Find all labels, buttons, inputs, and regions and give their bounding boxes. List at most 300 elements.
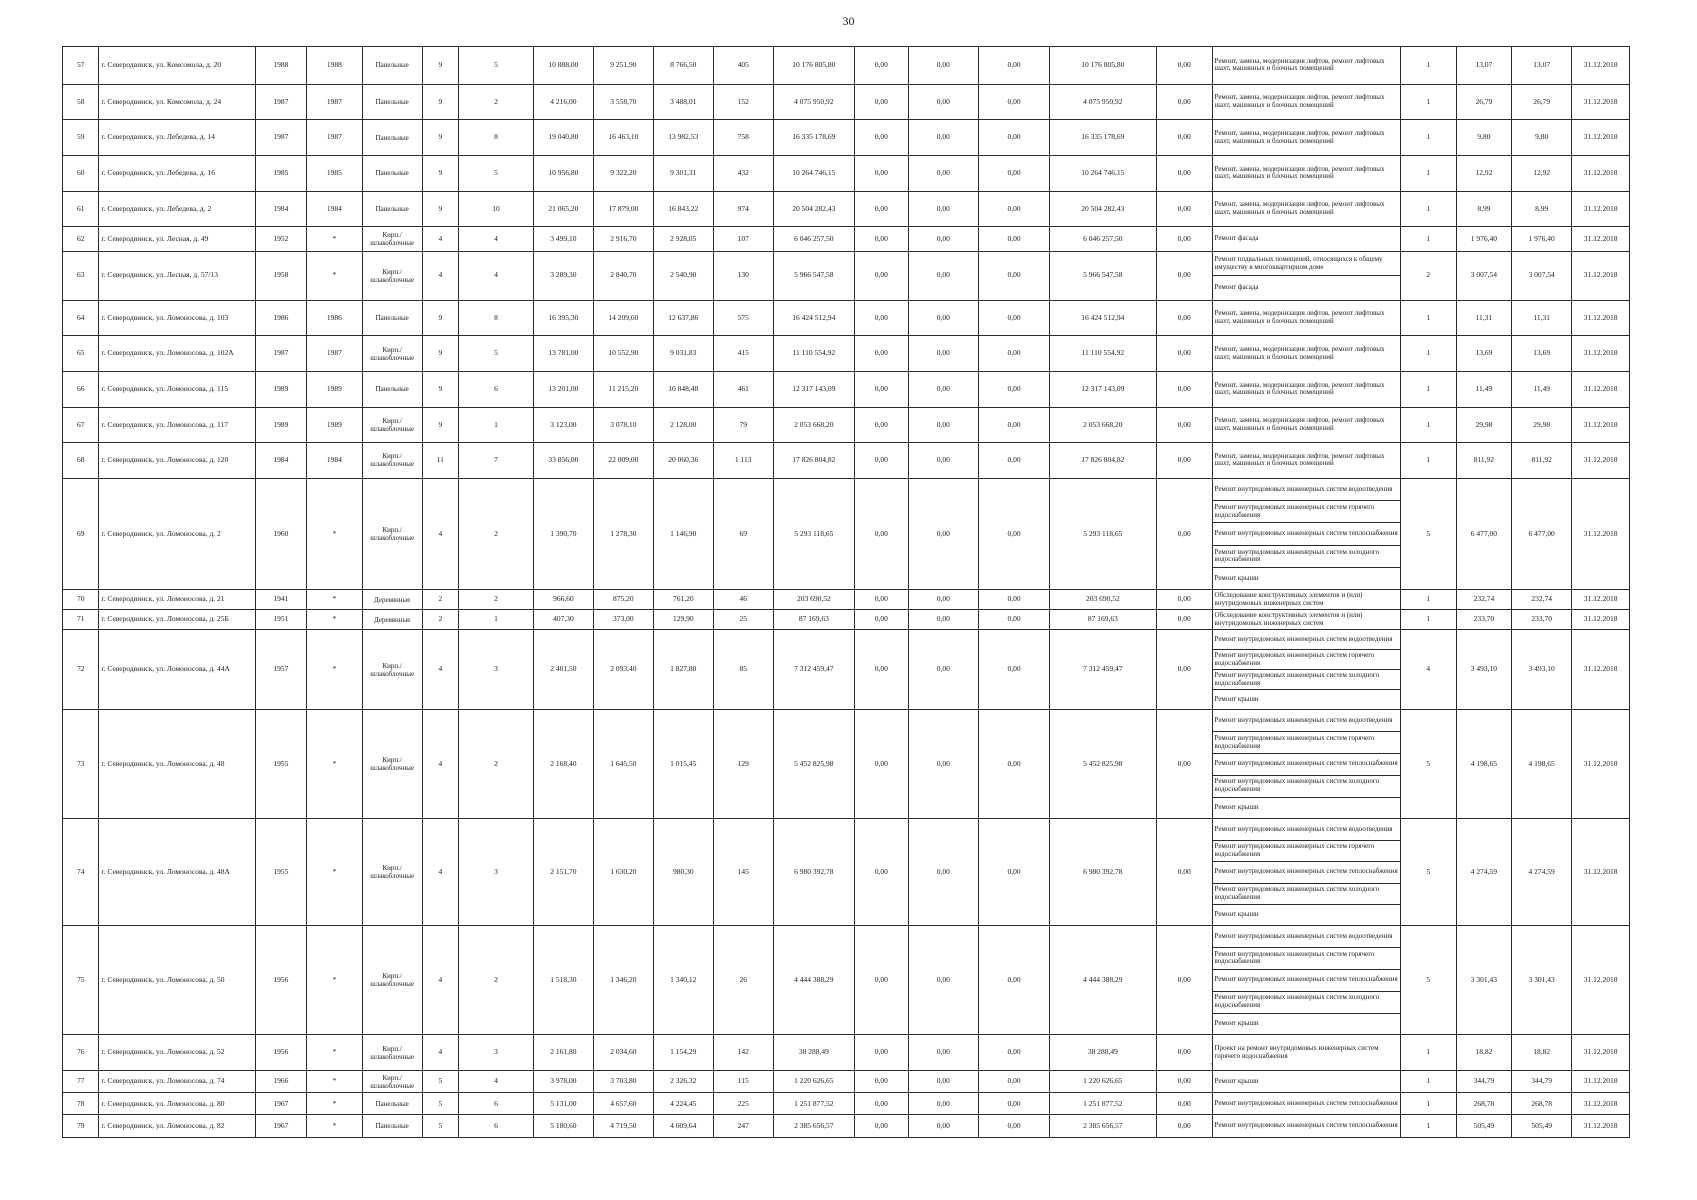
cell-max-unit-cost: 11,49 [1512, 371, 1572, 407]
works-list [1213, 156, 1400, 191]
work-item: Ремонт крыши [1214, 573, 1259, 582]
cell-total-cost: 6 046 257,50 [773, 227, 854, 251]
cell-works-count: 1 [1400, 227, 1456, 251]
cell-max-unit-cost: 4 198,65 [1512, 710, 1572, 819]
cell-private-area: 9 031,83 [653, 336, 713, 372]
cell-works-list [1212, 590, 1400, 610]
cell-residents-count: 575 [713, 300, 773, 336]
cell-floors: 9 [422, 47, 458, 85]
cell-commission-year: * [307, 1070, 363, 1092]
cell-works-count: 1 [1400, 371, 1456, 407]
cell-regional-budget: 0,00 [908, 1035, 979, 1071]
work-item: Ремонт внутридомовых инженерных систем водоотведения [1213, 926, 1400, 948]
cell-municipal-budget: 0,00 [979, 371, 1050, 407]
cell-wall-material: Панельные [362, 1115, 422, 1138]
cell-wall-material: Деревянные [362, 610, 422, 630]
work-item: Ремонт, замена, модернизация лифтов, ремонт лифтовых шахт, машинных и блочных помещений [1214, 129, 1385, 145]
cell-owners-funds: 5 452 825,98 [1049, 710, 1156, 819]
cell-max-unit-cost: 268,78 [1512, 1093, 1572, 1115]
cell-row-number: 72 [63, 630, 99, 710]
cell-address: г. Северодвинск, ул. Ломоносова, д. 80 [99, 1093, 255, 1115]
cell-works-count: 1 [1400, 1035, 1456, 1071]
work-item: Ремонт крыши [1214, 694, 1259, 703]
cell-private-area: 1 154,29 [653, 1035, 713, 1071]
cell-address: г. Северодвинск, ул. Ломоносова, д. 21 [99, 590, 255, 610]
cell-total-area: 3 289,30 [533, 251, 593, 300]
cell-works-list [1212, 120, 1400, 156]
cell-works-list [1212, 443, 1400, 479]
cell-owners-funds: 38 288,49 [1049, 1035, 1156, 1071]
cell-other-funds: 0,00 [1156, 926, 1212, 1035]
cell-other-funds: 0,00 [1156, 300, 1212, 336]
cell-completion-date: 31.12.2018 [1572, 227, 1630, 251]
cell-total-area: 1 518,30 [533, 926, 593, 1035]
cell-commission-year: 1987 [307, 84, 363, 120]
cell-commission-year: 1988 [307, 47, 363, 85]
cell-commission-year: * [307, 590, 363, 610]
cell-municipal-budget: 0,00 [979, 336, 1050, 372]
cell-build-year: 1966 [255, 1070, 306, 1092]
cell-other-funds: 0,00 [1156, 371, 1212, 407]
cell-owners-funds: 87 169,63 [1049, 610, 1156, 630]
cell-unit-cost: 232,74 [1456, 590, 1512, 610]
cell-fund-support: 0,00 [855, 47, 909, 85]
cell-residential-area: 11 215,20 [593, 371, 653, 407]
cell-wall-material: Кирп./ шлакоблочные [362, 819, 422, 926]
cell-build-year: 1984 [255, 191, 306, 227]
cell-residents-count: 145 [713, 819, 773, 926]
cell-municipal-budget: 0,00 [979, 478, 1050, 589]
cell-address: г. Северодвинск, ул. Лебедева, д. 2 [99, 191, 255, 227]
cell-municipal-budget: 0,00 [979, 407, 1050, 443]
cell-private-area: 2 540,90 [653, 251, 713, 300]
cell-works-count: 1 [1400, 156, 1456, 192]
cell-residential-area: 3 078,10 [593, 407, 653, 443]
cell-works-count: 1 [1400, 1070, 1456, 1092]
cell-max-unit-cost: 13,07 [1512, 47, 1572, 85]
cell-entrances: 1 [459, 610, 534, 630]
cell-floors: 11 [422, 443, 458, 479]
cell-owners-funds: 16 335 178,69 [1049, 120, 1156, 156]
cell-build-year: 1987 [255, 336, 306, 372]
cell-floors: 4 [422, 819, 458, 926]
cell-floors: 5 [422, 1093, 458, 1115]
cell-commission-year: * [307, 1115, 363, 1138]
cell-build-year: 1956 [255, 1035, 306, 1071]
cell-wall-material: Кирп./ шлакоблочные [362, 710, 422, 819]
cell-owners-funds: 16 424 512,94 [1049, 300, 1156, 336]
work-item: Ремонт внутридомовых инженерных систем горячего водоснабжения [1213, 732, 1400, 754]
cell-completion-date: 31.12.2018 [1572, 630, 1630, 710]
cell-residential-area: 4 657,60 [593, 1093, 653, 1115]
cell-municipal-budget: 0,00 [979, 610, 1050, 630]
cell-unit-cost: 11,31 [1456, 300, 1512, 336]
cell-row-number: 68 [63, 443, 99, 479]
cell-municipal-budget: 0,00 [979, 1070, 1050, 1092]
cell-total-cost: 203 690,52 [773, 590, 854, 610]
cell-build-year: 1941 [255, 590, 306, 610]
cell-works-list [1212, 630, 1400, 710]
cell-private-area: 4 609,64 [653, 1115, 713, 1138]
cell-total-area: 2 168,40 [533, 710, 593, 819]
cell-works-list [1212, 926, 1400, 1035]
cell-owners-funds: 5 293 118,65 [1049, 478, 1156, 589]
cell-total-cost: 16 335 178,69 [773, 120, 854, 156]
cell-entrances: 8 [459, 120, 534, 156]
cell-row-number: 58 [63, 84, 99, 120]
works-list [1213, 120, 1400, 155]
cell-total-area: 3 123,00 [533, 407, 593, 443]
cell-owners-funds: 10 176 805,80 [1049, 47, 1156, 85]
cell-works-count: 1 [1400, 84, 1456, 120]
table-row [63, 1093, 1630, 1115]
work-item: Ремонт, замена, модернизация лифтов, ремонт лифтовых шахт, машинных и блочных помещений [1214, 309, 1385, 326]
cell-entrances: 2 [459, 590, 534, 610]
work-item: Ремонт внутридомовых инженерных систем водоотведения [1213, 479, 1400, 501]
cell-commission-year: 1989 [307, 407, 363, 443]
cell-floors: 2 [422, 590, 458, 610]
cell-residential-area: 4 719,50 [593, 1115, 653, 1138]
cell-commission-year: 1989 [307, 371, 363, 407]
cell-residents-count: 130 [713, 251, 773, 300]
works-list [1213, 47, 1400, 84]
cell-regional-budget: 0,00 [908, 443, 979, 479]
cell-build-year: 1967 [255, 1115, 306, 1138]
cell-entrances: 2 [459, 478, 534, 589]
cell-total-area: 2 151,70 [533, 819, 593, 926]
cell-unit-cost: 233,70 [1456, 610, 1512, 630]
cell-entrances: 2 [459, 926, 534, 1035]
cell-residential-area: 10 552,90 [593, 336, 653, 372]
work-item: Ремонт, замена, модернизация лифтов, ремонт лифтовых шахт, машинных и блочных помещений [1214, 416, 1385, 432]
work-item: Ремонт, замена, модернизация лифтов, ремонт лифтовых шахт, машинных и блочных помещений [1214, 380, 1385, 397]
cell-total-area: 407,30 [533, 610, 593, 630]
cell-municipal-budget: 0,00 [979, 710, 1050, 819]
cell-works-list [1212, 1115, 1400, 1138]
cell-row-number: 63 [63, 251, 99, 300]
cell-completion-date: 31.12.2018 [1572, 478, 1630, 589]
cell-works-list [1212, 407, 1400, 443]
cell-max-unit-cost: 811,92 [1512, 443, 1572, 479]
cell-fund-support: 0,00 [855, 710, 909, 819]
cell-private-area: 1 015,45 [653, 710, 713, 819]
work-item: Ремонт внутридомовых инженерных систем теплоснабжения [1213, 754, 1400, 776]
cell-owners-funds: 203 690,52 [1049, 590, 1156, 610]
cell-build-year: 1958 [255, 251, 306, 300]
cell-unit-cost: 13,07 [1456, 47, 1512, 85]
cell-address: г. Северодвинск, ул. Ломоносова, д. 48 [99, 710, 255, 819]
cell-total-area: 10 888,00 [533, 47, 593, 85]
cell-unit-cost: 9,80 [1456, 120, 1512, 156]
cell-municipal-budget: 0,00 [979, 47, 1050, 85]
cell-max-unit-cost: 4 274,59 [1512, 819, 1572, 926]
cell-entrances: 4 [459, 1070, 534, 1092]
cell-total-area: 2 401,50 [533, 630, 593, 710]
cell-address: г. Северодвинск, ул. Лебедева, д. 14 [99, 120, 255, 156]
cell-commission-year: 1987 [307, 120, 363, 156]
cell-private-area: 1 146,90 [653, 478, 713, 589]
cell-floors: 4 [422, 478, 458, 589]
cell-fund-support: 0,00 [855, 84, 909, 120]
cell-max-unit-cost: 344,79 [1512, 1070, 1572, 1092]
table-row [63, 120, 1630, 156]
work-item: Ремонт внутридомовых инженерных систем горячего водоснабжения [1213, 841, 1400, 862]
cell-entrances: 4 [459, 227, 534, 251]
cell-regional-budget: 0,00 [908, 336, 979, 372]
cell-works-count: 1 [1400, 1093, 1456, 1115]
cell-build-year: 1989 [255, 407, 306, 443]
cell-entrances: 2 [459, 710, 534, 819]
cell-works-list [1212, 47, 1400, 85]
page-number: 30 [842, 14, 855, 28]
cell-commission-year: * [307, 1035, 363, 1071]
cell-completion-date: 31.12.2018 [1572, 191, 1630, 227]
cell-other-funds: 0,00 [1156, 443, 1212, 479]
cell-other-funds: 0,00 [1156, 156, 1212, 192]
table-row [63, 1070, 1630, 1092]
cell-row-number: 66 [63, 371, 99, 407]
works-list [1213, 1035, 1400, 1070]
cell-other-funds: 0,00 [1156, 407, 1212, 443]
cell-commission-year: * [307, 610, 363, 630]
cell-residential-area: 2 840,70 [593, 251, 653, 300]
cell-municipal-budget: 0,00 [979, 300, 1050, 336]
cell-max-unit-cost: 11,31 [1512, 300, 1572, 336]
table-row [63, 819, 1630, 926]
cell-wall-material: Панельные [362, 84, 422, 120]
cell-max-unit-cost: 3 493,10 [1512, 630, 1572, 710]
cell-works-count: 5 [1400, 478, 1456, 589]
cell-fund-support: 0,00 [855, 371, 909, 407]
cell-entrances: 6 [459, 1115, 534, 1138]
cell-regional-budget: 0,00 [908, 120, 979, 156]
cell-total-cost: 38 288,49 [773, 1035, 854, 1071]
cell-residential-area: 3 703,80 [593, 1070, 653, 1092]
cell-residents-count: 152 [713, 84, 773, 120]
cell-unit-cost: 13,69 [1456, 336, 1512, 372]
cell-regional-budget: 0,00 [908, 84, 979, 120]
cell-wall-material: Кирп./ шлакоблочные [362, 630, 422, 710]
work-item: Ремонт внутридомовых инженерных систем холодного водоснабжения [1213, 546, 1400, 568]
cell-total-cost: 10 176 805,80 [773, 47, 854, 85]
cell-fund-support: 0,00 [855, 926, 909, 1035]
cell-wall-material: Панельные [362, 156, 422, 192]
cell-works-list [1212, 156, 1400, 192]
cell-total-area: 966,60 [533, 590, 593, 610]
works-list [1213, 819, 1400, 925]
cell-municipal-budget: 0,00 [979, 1115, 1050, 1138]
work-item: Обследование конструктивных элементов и (или) внутридомовых инженерных систем [1214, 590, 1363, 607]
cell-residential-area: 9 322,20 [593, 156, 653, 192]
cell-total-cost: 2 385 656,57 [773, 1115, 854, 1138]
cell-private-area: 13 982,53 [653, 120, 713, 156]
cell-regional-budget: 0,00 [908, 1093, 979, 1115]
cell-private-area: 12 637,86 [653, 300, 713, 336]
cell-floors: 2 [422, 610, 458, 630]
table-row [63, 1115, 1630, 1138]
cell-entrances: 3 [459, 819, 534, 926]
work-item: Ремонт внутридомовых инженерных систем холодного водоснабжения [1213, 776, 1400, 798]
scan-speck: - [1210, 1058, 1213, 1068]
cell-regional-budget: 0,00 [908, 47, 979, 85]
cell-total-cost: 10 264 746,15 [773, 156, 854, 192]
cell-works-count: 5 [1400, 710, 1456, 819]
cell-municipal-budget: 0,00 [979, 227, 1050, 251]
cell-fund-support: 0,00 [855, 630, 909, 710]
cell-row-number: 79 [63, 1115, 99, 1138]
cell-completion-date: 31.12.2018 [1572, 336, 1630, 372]
works-list [1213, 630, 1400, 709]
cell-fund-support: 0,00 [855, 443, 909, 479]
table-row [63, 443, 1630, 479]
cell-unit-cost: 3 493,10 [1456, 630, 1512, 710]
cell-residential-area: 2 034,60 [593, 1035, 653, 1071]
cell-build-year: 1987 [255, 120, 306, 156]
cell-private-area: 20 060,36 [653, 443, 713, 479]
cell-floors: 9 [422, 407, 458, 443]
cell-completion-date: 31.12.2018 [1572, 407, 1630, 443]
cell-completion-date: 31.12.2018 [1572, 926, 1630, 1035]
cell-commission-year: 1986 [307, 300, 363, 336]
cell-build-year: 1984 [255, 443, 306, 479]
table-row [63, 590, 1630, 610]
cell-entrances: 7 [459, 443, 534, 479]
cell-total-cost: 7 312 459,47 [773, 630, 854, 710]
cell-total-cost: 4 075 950,92 [773, 84, 854, 120]
cell-fund-support: 0,00 [855, 227, 909, 251]
cell-commission-year: * [307, 926, 363, 1035]
cell-other-funds: 0,00 [1156, 120, 1212, 156]
cell-row-number: 78 [63, 1093, 99, 1115]
cell-regional-budget: 0,00 [908, 630, 979, 710]
cell-wall-material: Кирп./ шлакоблочные [362, 227, 422, 251]
cell-fund-support: 0,00 [855, 1115, 909, 1138]
cell-regional-budget: 0,00 [908, 710, 979, 819]
cell-unit-cost: 26,79 [1456, 84, 1512, 120]
cell-owners-funds: 7 312 459,47 [1049, 630, 1156, 710]
cell-residential-area: 16 463,10 [593, 120, 653, 156]
cell-other-funds: 0,00 [1156, 47, 1212, 85]
cell-municipal-budget: 0,00 [979, 84, 1050, 120]
cell-private-area: 3 488,01 [653, 84, 713, 120]
work-item: Обследование конструктивных элементов и (или) внутридомовых инженерных систем [1214, 610, 1363, 627]
cell-other-funds: 0,00 [1156, 336, 1212, 372]
cell-owners-funds: 12 317 143,09 [1049, 371, 1156, 407]
cell-max-unit-cost: 9,80 [1512, 120, 1572, 156]
table-row [63, 630, 1630, 710]
work-item: Ремонт внутридомовых инженерных систем теплоснабжения [1213, 970, 1400, 992]
cell-works-count: 1 [1400, 300, 1456, 336]
cell-municipal-budget: 0,00 [979, 819, 1050, 926]
cell-completion-date: 31.12.2018 [1572, 1115, 1630, 1138]
work-item: Ремонт, замена, модернизация лифтов, ремонт лифтовых шахт, машинных и блочных помещений [1214, 164, 1385, 181]
cell-build-year: 1960 [255, 478, 306, 589]
cell-completion-date: 31.12.2018 [1572, 156, 1630, 192]
cell-other-funds: 0,00 [1156, 191, 1212, 227]
cell-other-funds: 0,00 [1156, 1070, 1212, 1092]
cell-commission-year: 1987 [307, 336, 363, 372]
cell-wall-material: Панельные [362, 371, 422, 407]
cell-residents-count: 25 [713, 610, 773, 630]
cell-commission-year: 1984 [307, 191, 363, 227]
cell-commission-year: * [307, 819, 363, 926]
cell-address: г. Северодвинск, ул. Ломоносова, д. 52 [99, 1035, 255, 1071]
cell-row-number: 74 [63, 819, 99, 926]
cell-wall-material: Кирп./ шлакоблочные [362, 336, 422, 372]
cell-residents-count: 247 [713, 1115, 773, 1138]
work-item: Ремонт фасада [1214, 234, 1259, 243]
cell-row-number: 70 [63, 590, 99, 610]
works-list [1213, 926, 1400, 1034]
work-item: Ремонт внутридомовых инженерных систем горячего водоснабжения [1213, 650, 1400, 670]
cell-works-count: 5 [1400, 819, 1456, 926]
work-item: Ремонт, замена, модернизация лифтов, ремонт лифтовых шахт, машинных и блочных помещений [1214, 93, 1385, 110]
work-item: Ремонт внутридомовых инженерных систем холодного водоснабжения [1213, 670, 1400, 690]
cell-floors: 4 [422, 251, 458, 300]
cell-residents-count: 107 [713, 227, 773, 251]
cell-residential-area: 1 630,20 [593, 819, 653, 926]
cell-municipal-budget: 0,00 [979, 1093, 1050, 1115]
cell-works-count: 5 [1400, 926, 1456, 1035]
cell-total-area: 10 956,80 [533, 156, 593, 192]
cell-address: г. Северодвинск, ул. Ломоносова, д. 117 [99, 407, 255, 443]
cell-floors: 9 [422, 156, 458, 192]
table-row [63, 156, 1630, 192]
cell-address: г. Северодвинск, ул. Ломоносова, д. 44А [99, 630, 255, 710]
cell-total-cost: 87 169,63 [773, 610, 854, 630]
cell-unit-cost: 29,98 [1456, 407, 1512, 443]
cell-works-count: 1 [1400, 120, 1456, 156]
cell-unit-cost: 3 301,43 [1456, 926, 1512, 1035]
cell-private-area: 1 827,80 [653, 630, 713, 710]
table-row [63, 610, 1630, 630]
cell-total-area: 19 040,80 [533, 120, 593, 156]
cell-regional-budget: 0,00 [908, 478, 979, 589]
cell-other-funds: 0,00 [1156, 819, 1212, 926]
cell-works-list [1212, 610, 1400, 630]
cell-floors: 4 [422, 630, 458, 710]
table-row [63, 300, 1630, 336]
cell-owners-funds: 10 264 746,15 [1049, 156, 1156, 192]
cell-residents-count: 415 [713, 336, 773, 372]
cell-residential-area: 373,00 [593, 610, 653, 630]
cell-fund-support: 0,00 [855, 120, 909, 156]
cell-entrances: 2 [459, 84, 534, 120]
cell-private-area: 129,90 [653, 610, 713, 630]
cell-floors: 9 [422, 120, 458, 156]
cell-entrances: 5 [459, 156, 534, 192]
cell-completion-date: 31.12.2018 [1572, 300, 1630, 336]
cell-private-area: 2 128,00 [653, 407, 713, 443]
cell-unit-cost: 3 007,54 [1456, 251, 1512, 300]
cell-regional-budget: 0,00 [908, 191, 979, 227]
cell-total-area: 13 781,00 [533, 336, 593, 372]
cell-completion-date: 31.12.2018 [1572, 84, 1630, 120]
cell-municipal-budget: 0,00 [979, 191, 1050, 227]
works-list [1213, 710, 1400, 818]
cell-fund-support: 0,00 [855, 1035, 909, 1071]
cell-unit-cost: 11,49 [1456, 371, 1512, 407]
work-item: Ремонт внутридомовых инженерных систем теплоснабжения [1213, 523, 1400, 545]
cell-max-unit-cost: 13,69 [1512, 336, 1572, 372]
works-list [1213, 443, 1400, 478]
cell-build-year: 1989 [255, 371, 306, 407]
cell-total-cost: 4 444 388,29 [773, 926, 854, 1035]
cell-total-cost: 6 980 392,78 [773, 819, 854, 926]
cell-private-area: 9 301,31 [653, 156, 713, 192]
cell-completion-date: 31.12.2018 [1572, 47, 1630, 85]
cell-max-unit-cost: 3 301,43 [1512, 926, 1572, 1035]
